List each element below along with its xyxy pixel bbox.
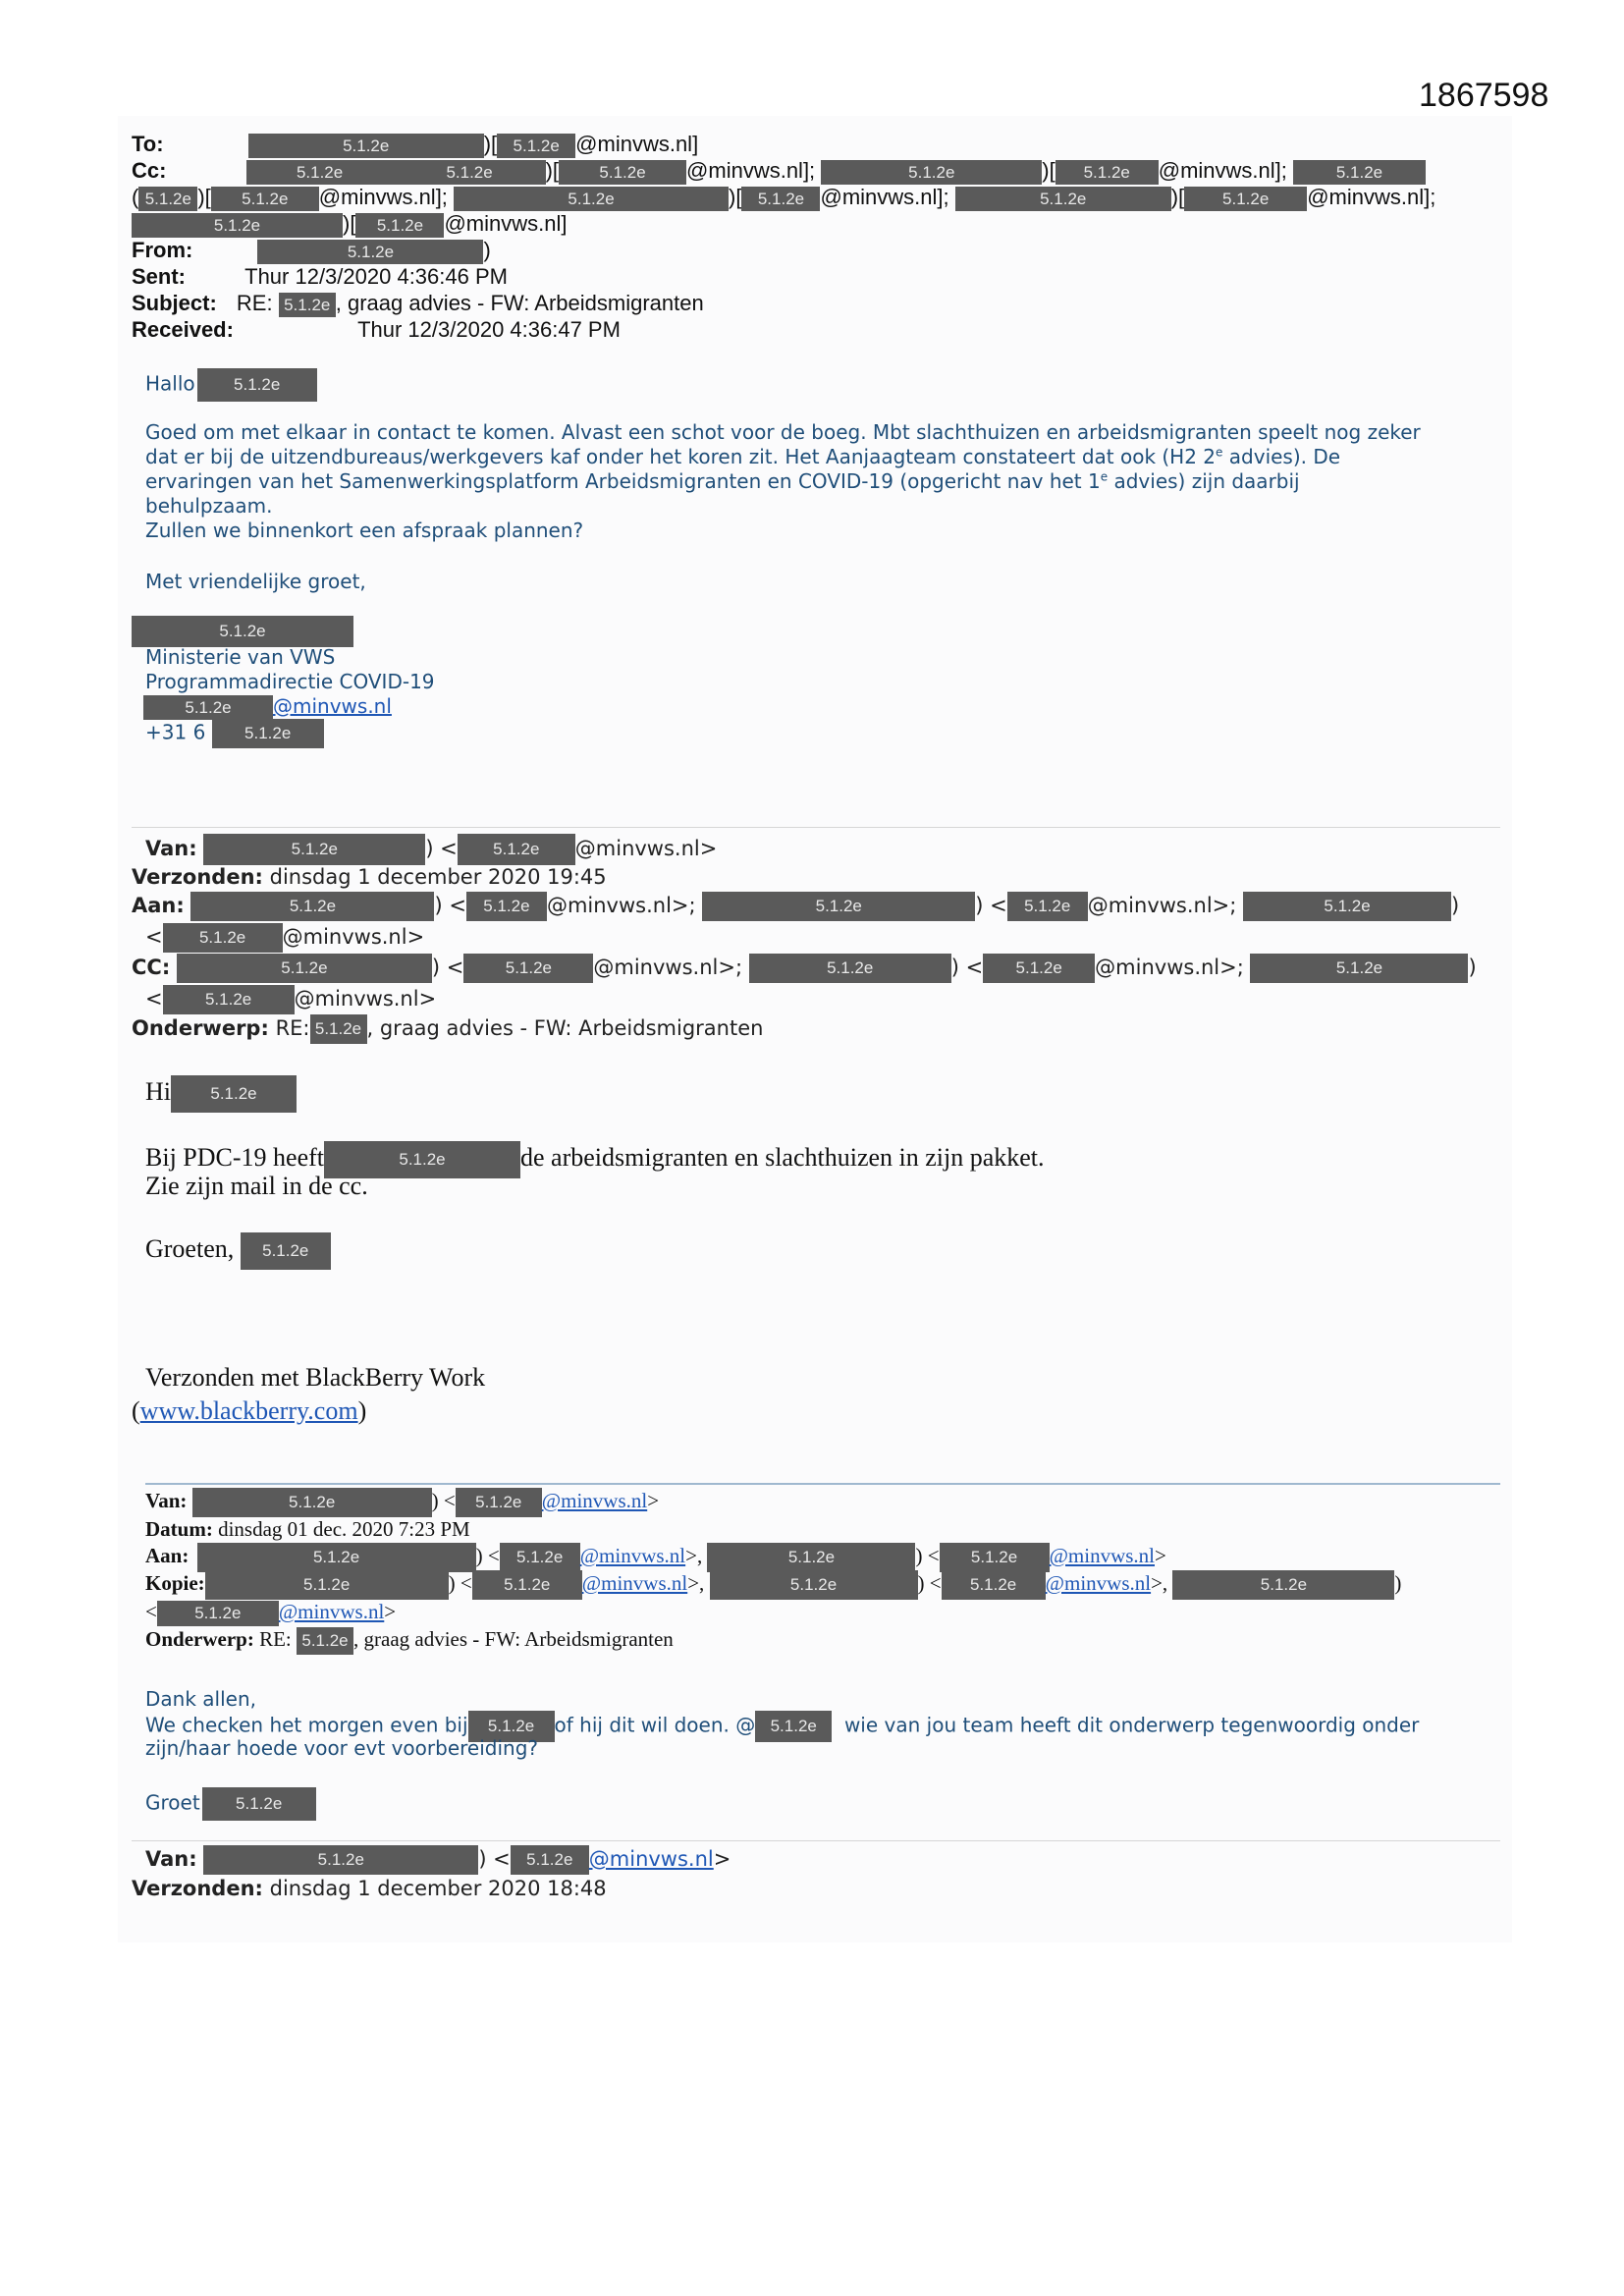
email2-cc-row-2: < 5.1.2e @minvws.nl> (145, 985, 436, 1014)
email2-closing: Groeten, (145, 1233, 235, 1263)
sent-label: Sent: (132, 264, 186, 289)
email3-kopie-row: Kopie: 5.1.2e ) < 5.1.2e @minvws.nl>, 5.1.2e ) < 5.1.2e @minvws.nl>, 5.1.2e ) (145, 1570, 1401, 1600)
separator (132, 1840, 1500, 1841)
email3-greeting: Dank allen, (145, 1687, 256, 1711)
redaction: 5.1.2e (197, 1543, 476, 1572)
separator (132, 827, 1500, 828)
redaction: 5.1.2e (177, 954, 432, 983)
to-row: To: 5.1.2e )[ 5.1.2e @minvws.nl] (132, 132, 699, 156)
redaction: 5.1.2e (205, 1570, 449, 1600)
email2-cc-row: CC: 5.1.2e ) < 5.1.2e @minvws.nl>; 5.1.2e ) < 5.1.2e @minvws.nl>; 5.1.2e ) (132, 954, 1477, 983)
redaction: 5.1.2e (297, 1627, 353, 1655)
onderwerp-rest: , graag advies - FW: Arbeidsmigranten (366, 1016, 764, 1040)
email1-body-line (145, 445, 1340, 468)
redaction: 5.1.2e (163, 985, 295, 1014)
redaction: 5.1.2e (1184, 187, 1307, 211)
subject-row (132, 291, 704, 317)
redaction: 5.1.2e (456, 1488, 542, 1517)
redaction: 5.1.2e (468, 1711, 555, 1742)
redaction: 5.1.2e (248, 134, 484, 158)
signature-name (132, 616, 353, 647)
email-link[interactable]: @minvws.nl (1045, 1570, 1152, 1595)
email3-datum-row (145, 1517, 470, 1542)
redaction: 5.1.2e (466, 892, 547, 921)
redaction: 5.1.2e (202, 1787, 316, 1821)
signature-email-link[interactable]: @minvws.nl (273, 694, 392, 718)
onderwerp-prefix: RE: (275, 1016, 310, 1040)
redaction: 5.1.2e (203, 1845, 478, 1875)
redaction: 5.1.2e (132, 213, 343, 238)
signature-org: Ministerie van VWS (145, 645, 336, 669)
email3-body-line: zijn/haar hoede voor evt voorbereiding? (145, 1736, 539, 1760)
email-domain: @minvws.nl (1158, 158, 1275, 183)
datum-label: Datum: (145, 1517, 213, 1541)
redaction: 5.1.2e (212, 719, 324, 748)
aan-label: Aan: (132, 894, 185, 917)
superscript: e (1216, 445, 1223, 460)
redaction: 5.1.2e (246, 160, 394, 185)
email3-body-text: We checken het morgen even bij (145, 1713, 468, 1737)
subject-prefix: RE: (236, 291, 273, 315)
email-domain: @minvws.nl (686, 158, 803, 183)
superscript: e (1100, 469, 1109, 484)
cc-label: Cc: (132, 158, 167, 183)
redaction: 5.1.2e (1250, 954, 1468, 983)
sent-value: Thur 12/3/2020 4:36:46 PM (244, 264, 508, 289)
aan-label: Aan: (145, 1543, 189, 1567)
redaction: 5.1.2e (143, 695, 273, 720)
email1-body-line: Zullen we binnenkort een afspraak plannen? (145, 519, 584, 542)
email2-greeting-row (145, 1075, 297, 1113)
redaction: 5.1.2e (157, 1601, 279, 1626)
email-link[interactable]: @minvws.nl (579, 1543, 686, 1567)
redaction: 5.1.2e (394, 160, 546, 185)
redaction: 5.1.2e (500, 1543, 580, 1572)
email1-closing: Met vriendelijke groet, (145, 570, 366, 593)
redaction: 5.1.2e (749, 954, 951, 983)
redaction: 5.1.2e (472, 1570, 582, 1600)
signature-phone-row (145, 719, 324, 748)
redaction: 5.1.2e (755, 1711, 832, 1742)
blackberry-link[interactable]: www.blackberry.com (139, 1396, 358, 1425)
email1-body-line: Goed om met elkaar in contact te komen. Alvast een schot voor de boeg. Mbt slachthuizen en arbeidsmigranten speelt nog zeker (145, 420, 1421, 444)
email-domain: @minvws.nl (444, 211, 562, 236)
van-label: Van: (145, 837, 197, 860)
cc-label: CC: (132, 956, 171, 979)
from-row: From: 5.1.2e ) (132, 238, 491, 262)
redaction: 5.1.2e (241, 1232, 331, 1270)
email3-body-text: of hij dit wil doen. @ (554, 1713, 756, 1737)
email1-body-line (145, 469, 1300, 493)
redaction: 5.1.2e (257, 240, 483, 264)
redaction: 5.1.2e (458, 834, 575, 865)
redaction: 5.1.2e (454, 187, 729, 211)
email-link[interactable]: @minvws.nl (541, 1488, 648, 1512)
redaction: 5.1.2e (138, 187, 197, 211)
redaction: 5.1.2e (197, 368, 317, 402)
email1-body-text: advies) zijn daarbij (1108, 469, 1300, 493)
redaction: 5.1.2e (190, 892, 434, 921)
email2-body-text: Bij PDC-19 heeft (145, 1142, 324, 1172)
email3-kopie-row-2: < 5.1.2e @minvws.nl> (145, 1600, 396, 1626)
received-value: Thur 12/3/2020 4:36:47 PM (357, 317, 621, 342)
email2-van-row: Van: 5.1.2e ) < 5.1.2e @minvws.nl> (145, 834, 717, 865)
onderwerp-label: Onderwerp: (145, 1627, 254, 1651)
email-domain: @minvws.nl (318, 185, 436, 209)
email-link[interactable]: @minvws.nl (588, 1847, 714, 1871)
redaction: 5.1.2e (559, 160, 686, 185)
redaction: 5.1.2e (1007, 892, 1088, 921)
email3-onderwerp-row (145, 1627, 674, 1655)
sent-row (132, 264, 508, 290)
email2-body-line: Zie zijn mail in de cc. (145, 1172, 368, 1200)
received-row (132, 317, 621, 343)
email3-closing: Groet (145, 1790, 200, 1815)
redaction: 5.1.2e (355, 213, 444, 238)
redaction: 5.1.2e (171, 1075, 297, 1113)
email2-aan-row-2: < 5.1.2e @minvws.nl> (145, 923, 424, 953)
redaction: 5.1.2e (741, 187, 820, 211)
document-number: 1867598 (1419, 77, 1549, 114)
email2-closing-row (145, 1232, 331, 1270)
email4-van-row: Van: 5.1.2e ) < 5.1.2e @minvws.nl> (145, 1845, 731, 1875)
email3-aan-row: Aan: 5.1.2e ) < 5.1.2e @minvws.nl>, 5.1.2e ) < 5.1.2e @minvws.nl> (145, 1543, 1166, 1572)
received-label: Received: (132, 317, 234, 342)
redaction: 5.1.2e (192, 1488, 432, 1517)
email-link[interactable]: @minvws.nl (278, 1600, 385, 1623)
subject-label: Subject: (132, 291, 217, 315)
cc-row-3: 5.1.2e )[ 5.1.2e @minvws.nl] (132, 211, 567, 238)
redaction: 5.1.2e (163, 923, 283, 953)
redaction: 5.1.2e (710, 1570, 918, 1600)
email2-body-text: de arbeidsmigranten en slachthuizen in zijn pakket. (520, 1142, 1045, 1172)
redaction: 5.1.2e (211, 187, 319, 211)
email1-body-text: advies). De (1222, 445, 1341, 468)
redaction: 5.1.2e (310, 1014, 367, 1044)
onderwerp-rest: , graag advies - FW: Arbeidsmigranten (353, 1627, 674, 1651)
email3-van-row: Van: 5.1.2e ) < 5.1.2e @minvws.nl> (145, 1488, 659, 1517)
email1-body-text: ervaringen van het Samenwerkingsplatform Arbeidsmigranten en COVID-19 (opgericht nav het 1 (145, 469, 1101, 493)
email2-aan-row: Aan: 5.1.2e ) < 5.1.2e @minvws.nl>; 5.1.2e ) < 5.1.2e @minvws.nl>; 5.1.2e ) (132, 892, 1459, 921)
redaction: 5.1.2e (940, 1543, 1050, 1572)
email-domain: @minvws.nl (575, 132, 693, 156)
signature-directorate: Programmadirectie COVID-19 (145, 670, 435, 693)
redaction: 5.1.2e (983, 954, 1095, 983)
email-link[interactable]: @minvws.nl (1049, 1543, 1155, 1567)
to-label: To: (132, 132, 164, 156)
signature-email-row (145, 694, 392, 720)
verzonden-label: Verzonden: (132, 1877, 263, 1900)
cc-row-2: ( 5.1.2e )[ 5.1.2e @minvws.nl]; 5.1.2e )[ 5.1.2e @minvws.nl]; 5.1.2e )[ 5.1.2e @minvws.nl]; (132, 185, 1436, 209)
redaction: 5.1.2e (203, 834, 425, 865)
email-domain: @minvws.nl (1307, 185, 1425, 209)
redaction: 5.1.2e (702, 892, 975, 921)
datum-value: dinsdag 01 dec. 2020 7:23 PM (218, 1517, 470, 1541)
redaction: 5.1.2e (821, 160, 1042, 185)
redaction: 5.1.2e (324, 1141, 520, 1178)
email2-verzonden-row (132, 865, 607, 889)
verzonden-value: dinsdag 1 december 2020 19:45 (269, 865, 607, 889)
onderwerp-prefix: RE: (259, 1627, 292, 1651)
email2-sent-with: Verzonden met BlackBerry Work (145, 1363, 486, 1392)
email3-body-text: wie van jou team heeft dit onderwerp tegenwoordig onder (843, 1713, 1420, 1737)
redaction: 5.1.2e (955, 187, 1171, 211)
van-label: Van: (145, 1488, 188, 1512)
email2-greeting: Hi (145, 1076, 171, 1106)
redaction: 5.1.2e (463, 954, 593, 983)
redaction: 5.1.2e (1293, 160, 1426, 185)
redaction: 5.1.2e (279, 293, 336, 317)
redaction: 5.1.2e (1172, 1570, 1394, 1600)
kopie-label: Kopie: (145, 1570, 205, 1595)
redaction: 5.1.2e (1056, 160, 1159, 185)
email1-greeting: Hallo (145, 371, 195, 396)
verzonden-value: dinsdag 1 december 2020 18:48 (269, 1877, 607, 1900)
redaction: 5.1.2e (497, 134, 575, 158)
email1-body-line: behulpzaam. (145, 494, 273, 518)
separator (145, 1483, 1500, 1485)
redaction: 5.1.2e (942, 1570, 1046, 1600)
redaction: 5.1.2e (707, 1543, 915, 1572)
email-domain: @minvws.nl (820, 185, 938, 209)
from-label: From: (132, 238, 193, 262)
email1-greeting-row (145, 368, 317, 402)
email-link[interactable]: @minvws.nl (581, 1570, 688, 1595)
onderwerp-label: Onderwerp: (132, 1016, 269, 1040)
redaction: 5.1.2e (511, 1845, 589, 1875)
email4-verzonden-row (132, 1877, 607, 1900)
email3-closing-row (145, 1787, 316, 1821)
email1-body-text: dat er bij de uitzendbureaus/werkgevers kaf onder het koren zit. Het Aanjaagteam constateert dat ook (H2 2 (145, 445, 1217, 468)
van-label: Van: (145, 1847, 197, 1871)
signature-phone: +31 6 (145, 720, 206, 744)
verzonden-label: Verzonden: (132, 865, 263, 889)
subject-rest: , graag advies - FW: Arbeidsmigranten (335, 291, 704, 315)
email2-onderwerp-row (132, 1014, 763, 1044)
cc-row-1: Cc: 5.1.2e 5.1.2e )[ 5.1.2e @minvws.nl]; 5.1.2e )[ 5.1.2e @minvws.nl]; 5.1.2e (132, 158, 1426, 185)
email2-bb-link-row: (www.blackberry.com) (132, 1396, 367, 1425)
redaction: 5.1.2e (132, 616, 353, 647)
redaction: 5.1.2e (1243, 892, 1451, 921)
